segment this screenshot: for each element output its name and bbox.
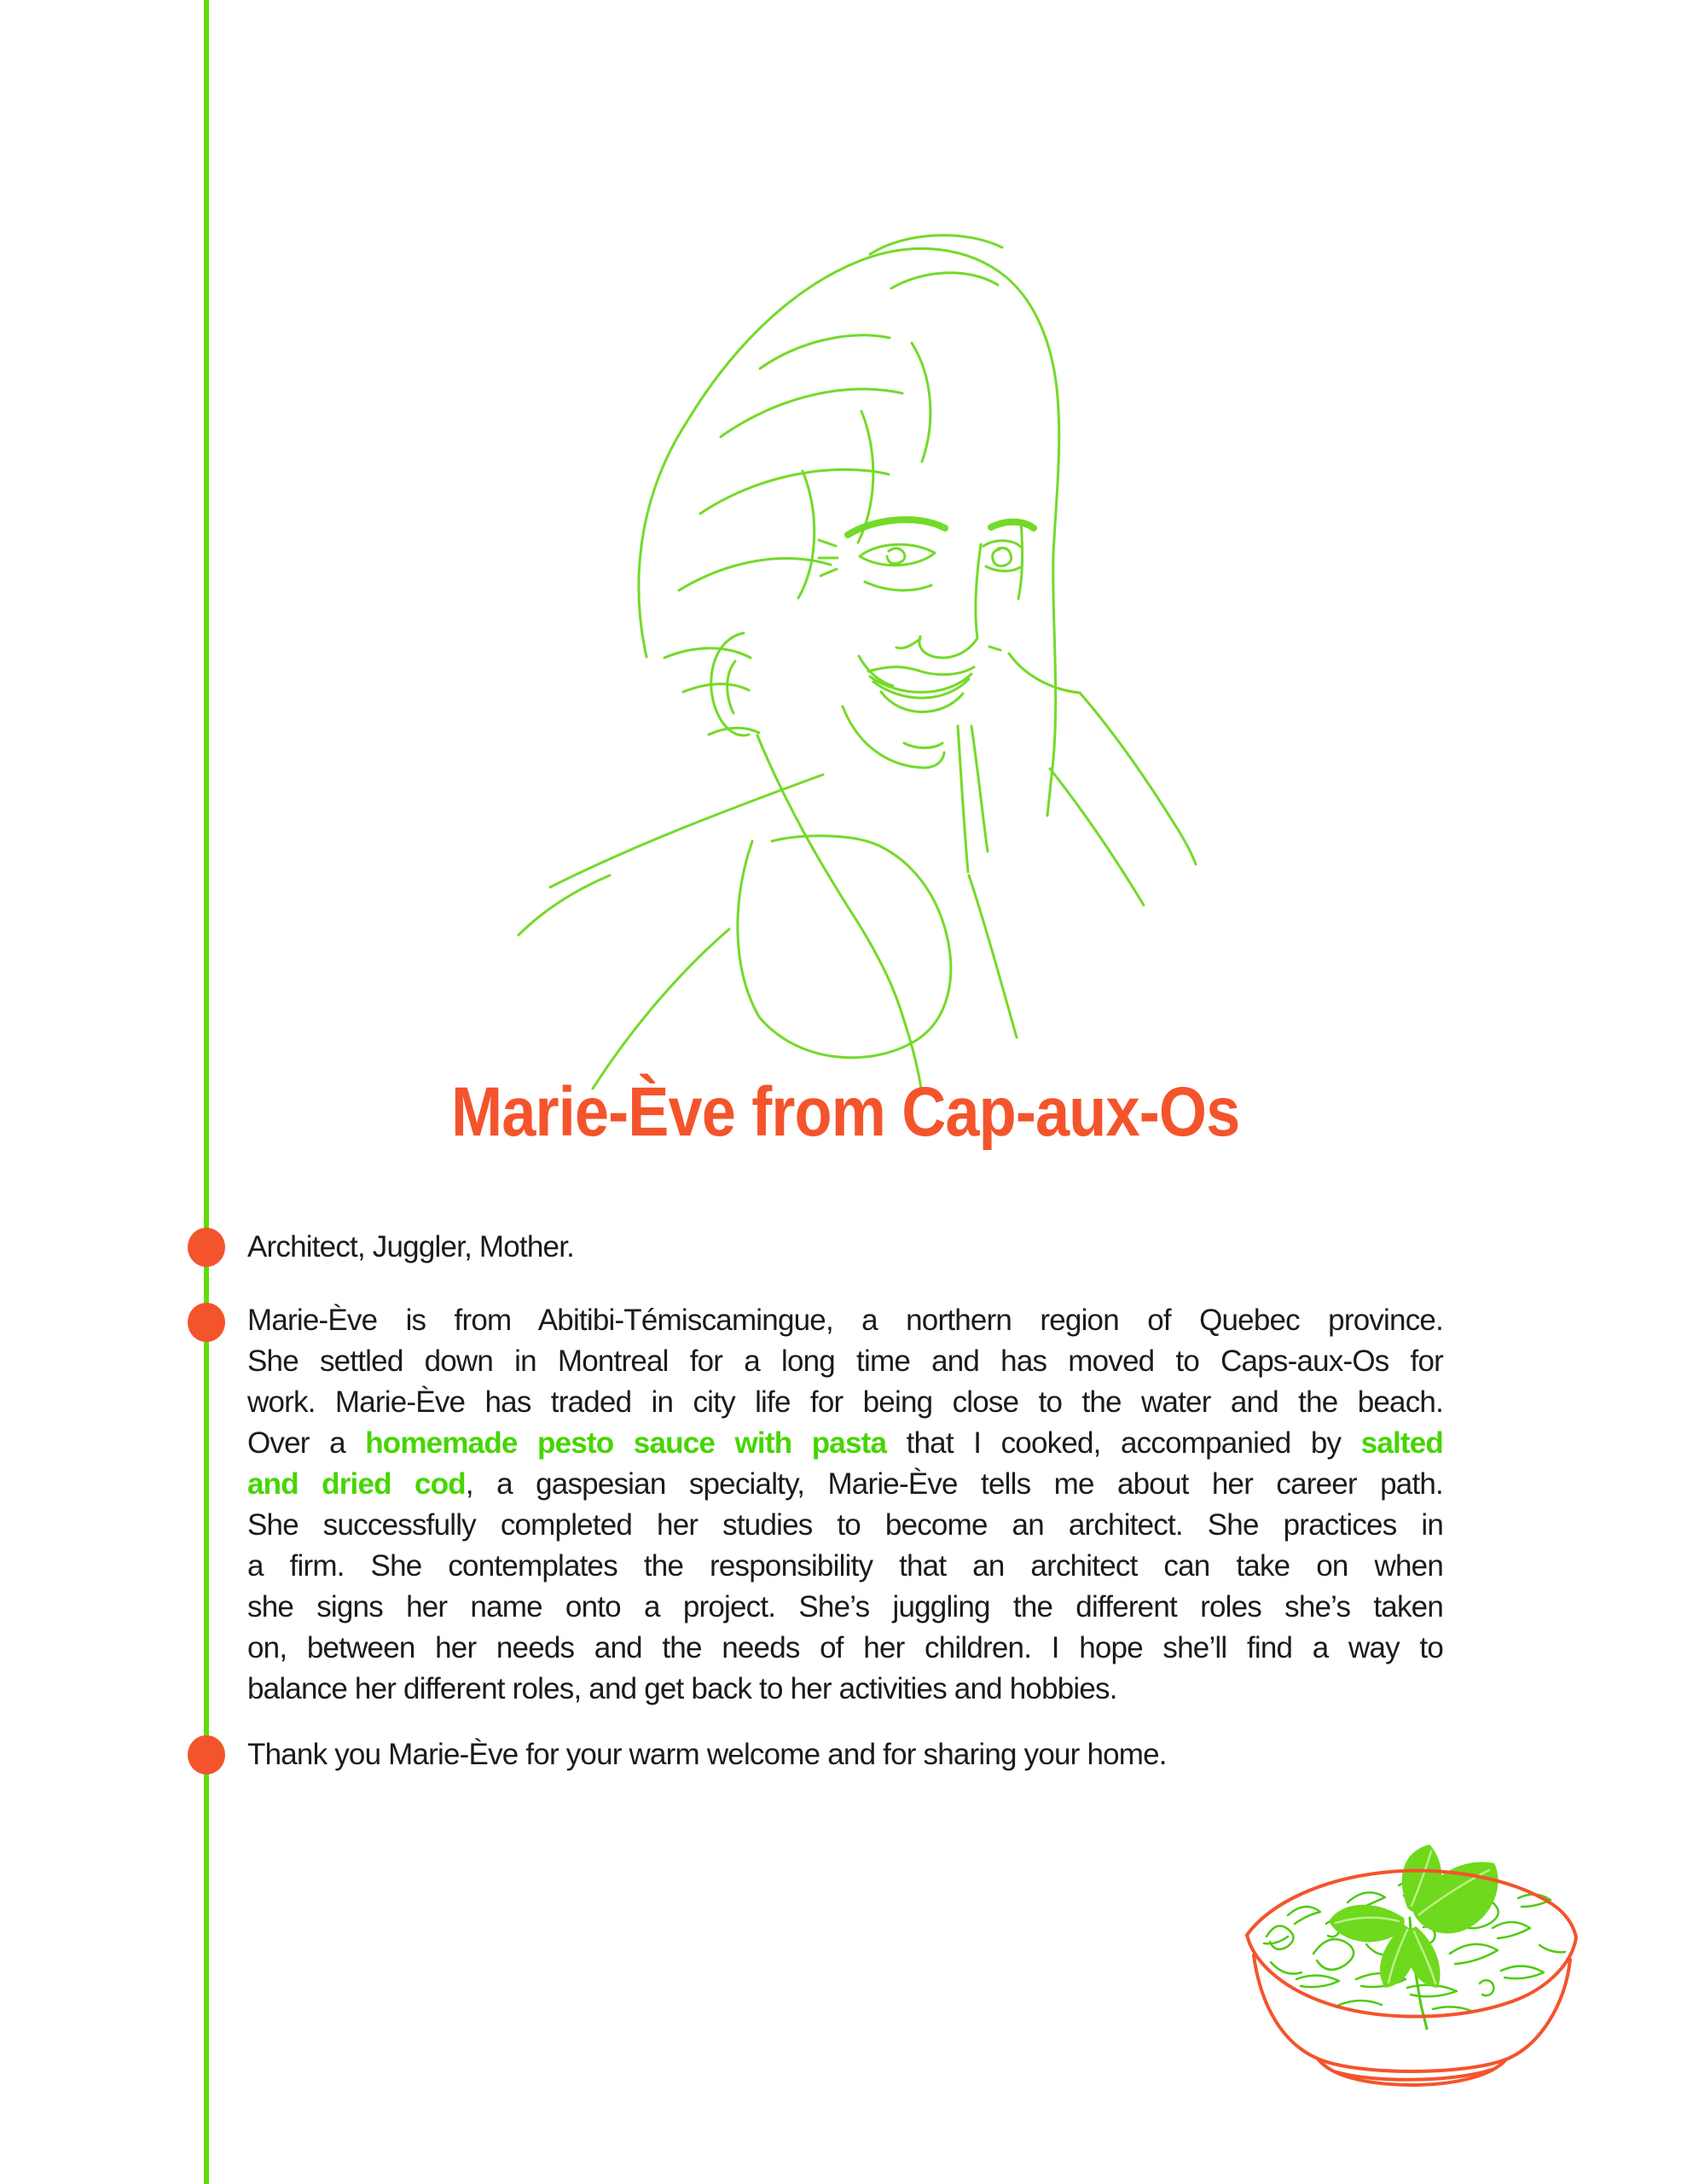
highlighted-phrase: salted — [1360, 1426, 1444, 1460]
text-segment: Marie-Ève is from Abitibi-Témiscamingue, a northern region of Quebec province. — [247, 1304, 1443, 1337]
text-segment: a firm. She contemplates the responsibility that an architect can take on when — [247, 1549, 1443, 1583]
highlighted-phrase: homemade pesto sauce with pasta — [365, 1426, 887, 1460]
paragraph-line — [247, 1300, 1443, 1341]
text-segment: balance her different roles, and get back to her activities and hobbies. — [247, 1672, 1117, 1705]
text-segment: She settled down in Montreal for a long time and has moved to Caps-aux-Os for — [247, 1345, 1443, 1378]
bullet-marker — [188, 1735, 225, 1774]
paragraph-line — [247, 1669, 1443, 1710]
text-segment: work. Marie-Ève has traded in city life for being close to the water and the beach. — [247, 1385, 1443, 1419]
bullet-marker — [188, 1228, 225, 1267]
intro-line: Architect, Juggler, Mother. — [247, 1230, 575, 1263]
text-segment: , a gaspesian specialty, Marie-Ève tells me about her career path. — [465, 1467, 1443, 1501]
paragraph-line — [247, 1423, 1443, 1464]
portrait-sketch — [503, 213, 1203, 1092]
paragraph-line — [247, 1505, 1443, 1546]
text-segment: She successfully completed her studies to become an architect. She practices in — [247, 1508, 1443, 1542]
bullet-marker — [188, 1303, 225, 1342]
closing-line: Thank you Marie-Ève for your warm welcome and for sharing your home. — [247, 1738, 1167, 1771]
bio-paragraph — [247, 1300, 1443, 1710]
text-segment: she signs her name onto a project. She’s juggling the different roles she’s taken — [247, 1590, 1443, 1623]
neck-shoulders — [519, 653, 1196, 1089]
paragraph-line — [247, 1628, 1443, 1669]
text-segment: on, between her needs and the needs of her children. I hope she’ll find a way to — [247, 1631, 1443, 1664]
left-accent-line — [204, 0, 209, 2184]
paragraph-line — [247, 1587, 1443, 1628]
face-features — [819, 520, 1034, 768]
paragraph-line — [247, 1464, 1443, 1505]
page-title — [247, 1073, 1443, 1151]
paragraph-line — [247, 1341, 1443, 1382]
page-title-text: Marie-Ève from Cap-aux-Os — [450, 1073, 1240, 1151]
pasta-bowl-illustration — [1237, 1834, 1586, 2090]
text-segment: Over a — [247, 1426, 366, 1460]
text-segment: that I cooked, accompanied by — [886, 1426, 1361, 1460]
paragraph-line — [247, 1382, 1443, 1423]
highlighted-phrase: and dried cod — [247, 1467, 466, 1501]
paragraph-line — [247, 1546, 1443, 1587]
